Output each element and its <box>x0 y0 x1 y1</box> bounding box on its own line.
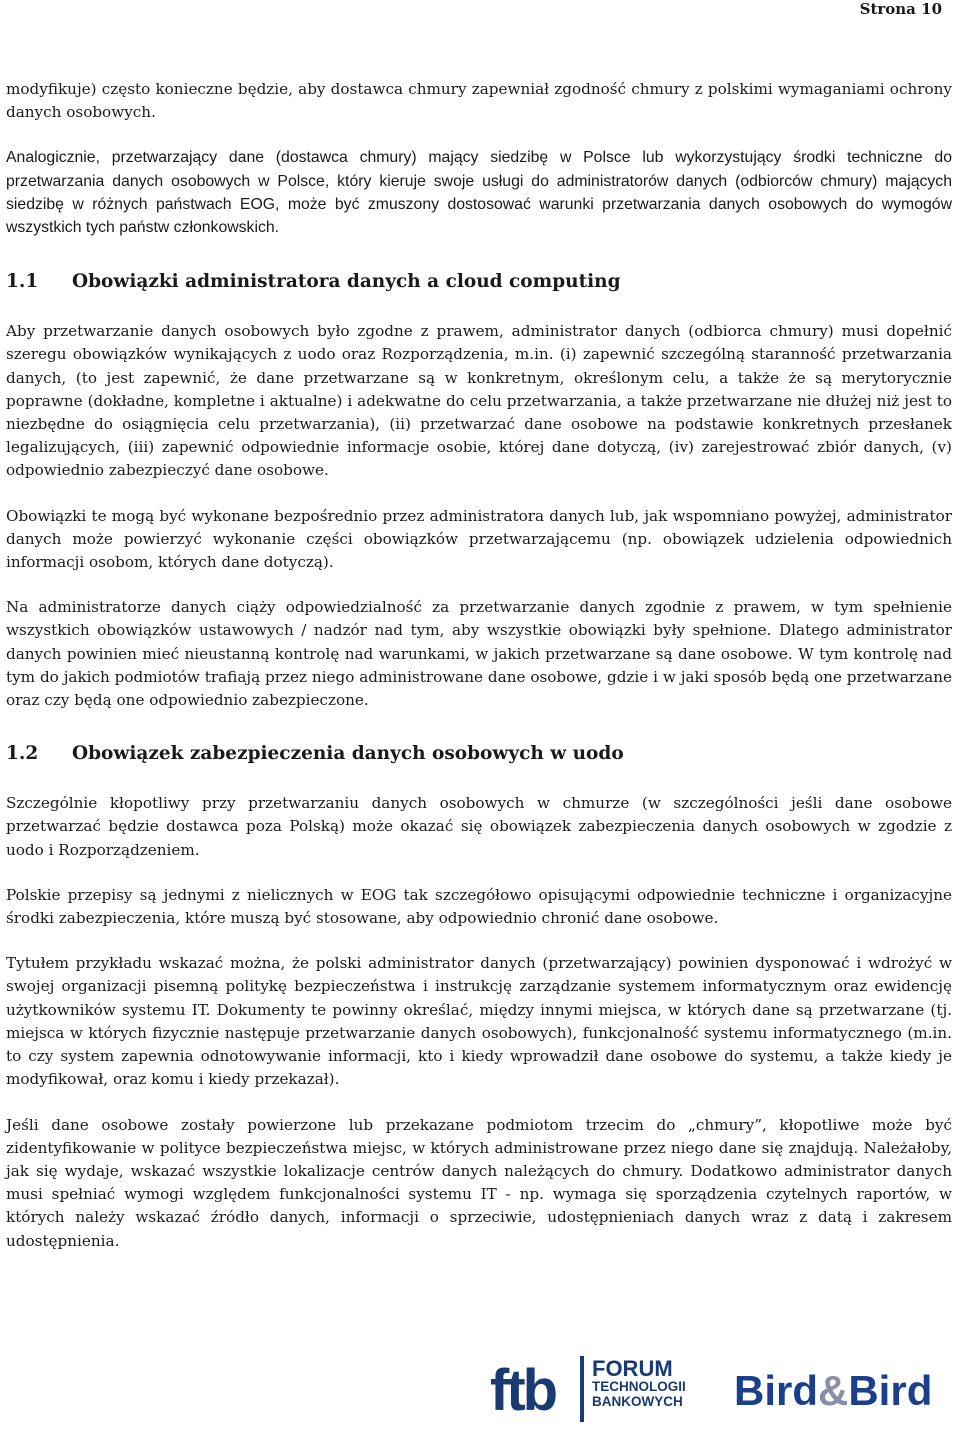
footer-logos <box>490 1352 960 1426</box>
paragraph: Obowiązki te mogą być wykonane bezpośrednio przez administratora danych lub, jak wspomniano powyżej, administrator danych może powierzyć wykonanie części obowiązków przetwarzającemu (np. obowiązek udzielenia odpowiednich informacji osobom, których dane dotyczą). <box>6 506 952 572</box>
bird-and-bird-logo <box>734 1368 932 1414</box>
paragraph: Analogicznie, przetwarzający dane (dostawca chmury) mający siedzibę w Polsce lub wykorzystujący środki techniczne do przetwarzania danych osobowych w Polsce, który kieruje swoje usługi do administratorów danych (odbiorców chmury) mających siedzibę w różnych państwach EOG, może być zmuszony dostosować warunki przetwarzania danych osobowych do wymogów wszystkich tych państw członkowskich. <box>6 149 952 237</box>
forum-label: TECHNOLOGII <box>592 1379 686 1394</box>
ftb-logo: ftb <box>490 1358 556 1423</box>
section-title: Obowiązki administratora danych a cloud computing <box>72 271 621 293</box>
paragraph: modyfikuje) często konieczne będzie, aby dostawca chmury zapewniał zgodność chmury z polskimi wymaganiami ochrony danych osobowych. <box>6 80 952 122</box>
bird-right: Bird <box>848 1367 933 1414</box>
bird-left: Bird <box>734 1367 818 1414</box>
section-heading <box>6 270 952 294</box>
paragraph: Tytułem przykładu wskazać można, że polski administrator danych (przetwarzający) powinien dysponować i wdrożyć w swojej organizacji pisemną politykę bezpieczeństwa i instrukcję zarządzanie systemem informatycznym oraz ewidencję użytkowników systemu IT. Dokumenty te powinny określać, między innymi miejsca, w których dane są przetwarzane (tj. miejsca w których fizycznie następuje przetwarzanie danych osobowych), funkcjonalność systemu informatycznego (m.in. to czy system zapewnia odnotowywanie informacji, kto i kiedy wprowadził dane osobowe do systemu, a także kiedy je modyfikował, oraz komu i kiedy przekazał). <box>6 954 952 1089</box>
paragraph: Aby przetwarzanie danych osobowych było zgodne z prawem, administrator danych (odbiorca chmury) musi dopełnić szeregu obowiązków wynikających z uodo oraz Rozporządzenia, m.in. (i) zapewnić szczególną staranność przetwarzania danych, (to jest zapewnić, że dane przetwarzane są w konkretnym, określonym celu, a także że są merytorycznie poprawne (dokładne, kompletne i aktualne) i adekwatne do celu przetwarzania, a także przetwarzane nie dłużej niż jest to niezbędne do osiągnięcia celu przetwarzania), (ii) przetwarzać dane osobowe na podstawie konkretnych przesłanek legalizujących, (iii) zapewnić odpowiednie informacje osobie, której dane dotyczą, (iv) zarejestrować zbiór danych, (v) odpowiednio zabezpieczyć dane osobowe. <box>6 322 952 480</box>
section-number: 1.1 <box>6 271 39 293</box>
bird-ampersand: & <box>818 1367 849 1414</box>
paragraph: Jeśli dane osobowe zostały powierzone lub przekazane podmiotom trzecim do „chmury”, kłopotliwe może być zidentyfikowanie w polityce bezpieczeństwa miejsc, w których administrowane przez niego dane się znajdują. Należałoby, jak się wydaje, wskazać wszystkie lokalizacje centrów danych należących do chmury. Dodatkowo administrator danych musi spełniać wymogi względem funkcjonalności systemu IT - np. wymaga się sporządzenia czytelnych raportów, w których należy wskazać źródło danych, informacji o sprzeciwie, udostępnieniach danych wraz z datą i zakresem udostępnienia. <box>6 1115 952 1250</box>
forum-label: FORUM <box>592 1356 673 1381</box>
section-heading <box>6 742 952 766</box>
logo-divider <box>580 1356 584 1422</box>
forum-label: BANKOWYCH <box>592 1393 683 1409</box>
document-body <box>6 78 952 1275</box>
section-title: Obowiązek zabezpieczenia danych osobowych w uodo <box>72 743 624 765</box>
paragraph: Polskie przepisy są jednymi z nielicznych w EOG tak szczegółowo opisującymi odpowiednie techniczne i organizacyjne środki zabezpieczenia, które muszą być stosowane, aby odpowiednio chronić dane osobowe. <box>6 885 952 928</box>
forum-technologii-bankowych-logo <box>592 1358 686 1409</box>
section-number: 1.2 <box>6 743 39 765</box>
paragraph: Szczególnie kłopotliwy przy przetwarzaniu danych osobowych w chmurze (w szczególności jeśli dane osobowe przetwarzać będzie dostawca poza Polską) może okazać się obowiązek zabezpieczenia danych osobowych w zgodzie z uodo i Rozporządzeniem. <box>6 794 952 859</box>
paragraph: Na administratorze danych ciąży odpowiedzialność za przetwarzanie danych zgodnie z prawem, w tym spełnienie wszystkich obowiązków ustawowych / nadzór nad tym, aby wszystkie obowiązki były spełnione. Dlatego administrator danych powinien mieć nieustanną kontrolę nad warunkami, w jakich przetwarzane są dane osobowe. W tym kontrolę nad tym do jakich podmiotów trafiają przez niego administrowane dane osobowe, gdzie i w jaki sposób będą one przetwarzane oraz czy będą one odpowiednio zabezpieczone. <box>6 598 952 710</box>
page-number: Strona 10 <box>859 0 942 18</box>
